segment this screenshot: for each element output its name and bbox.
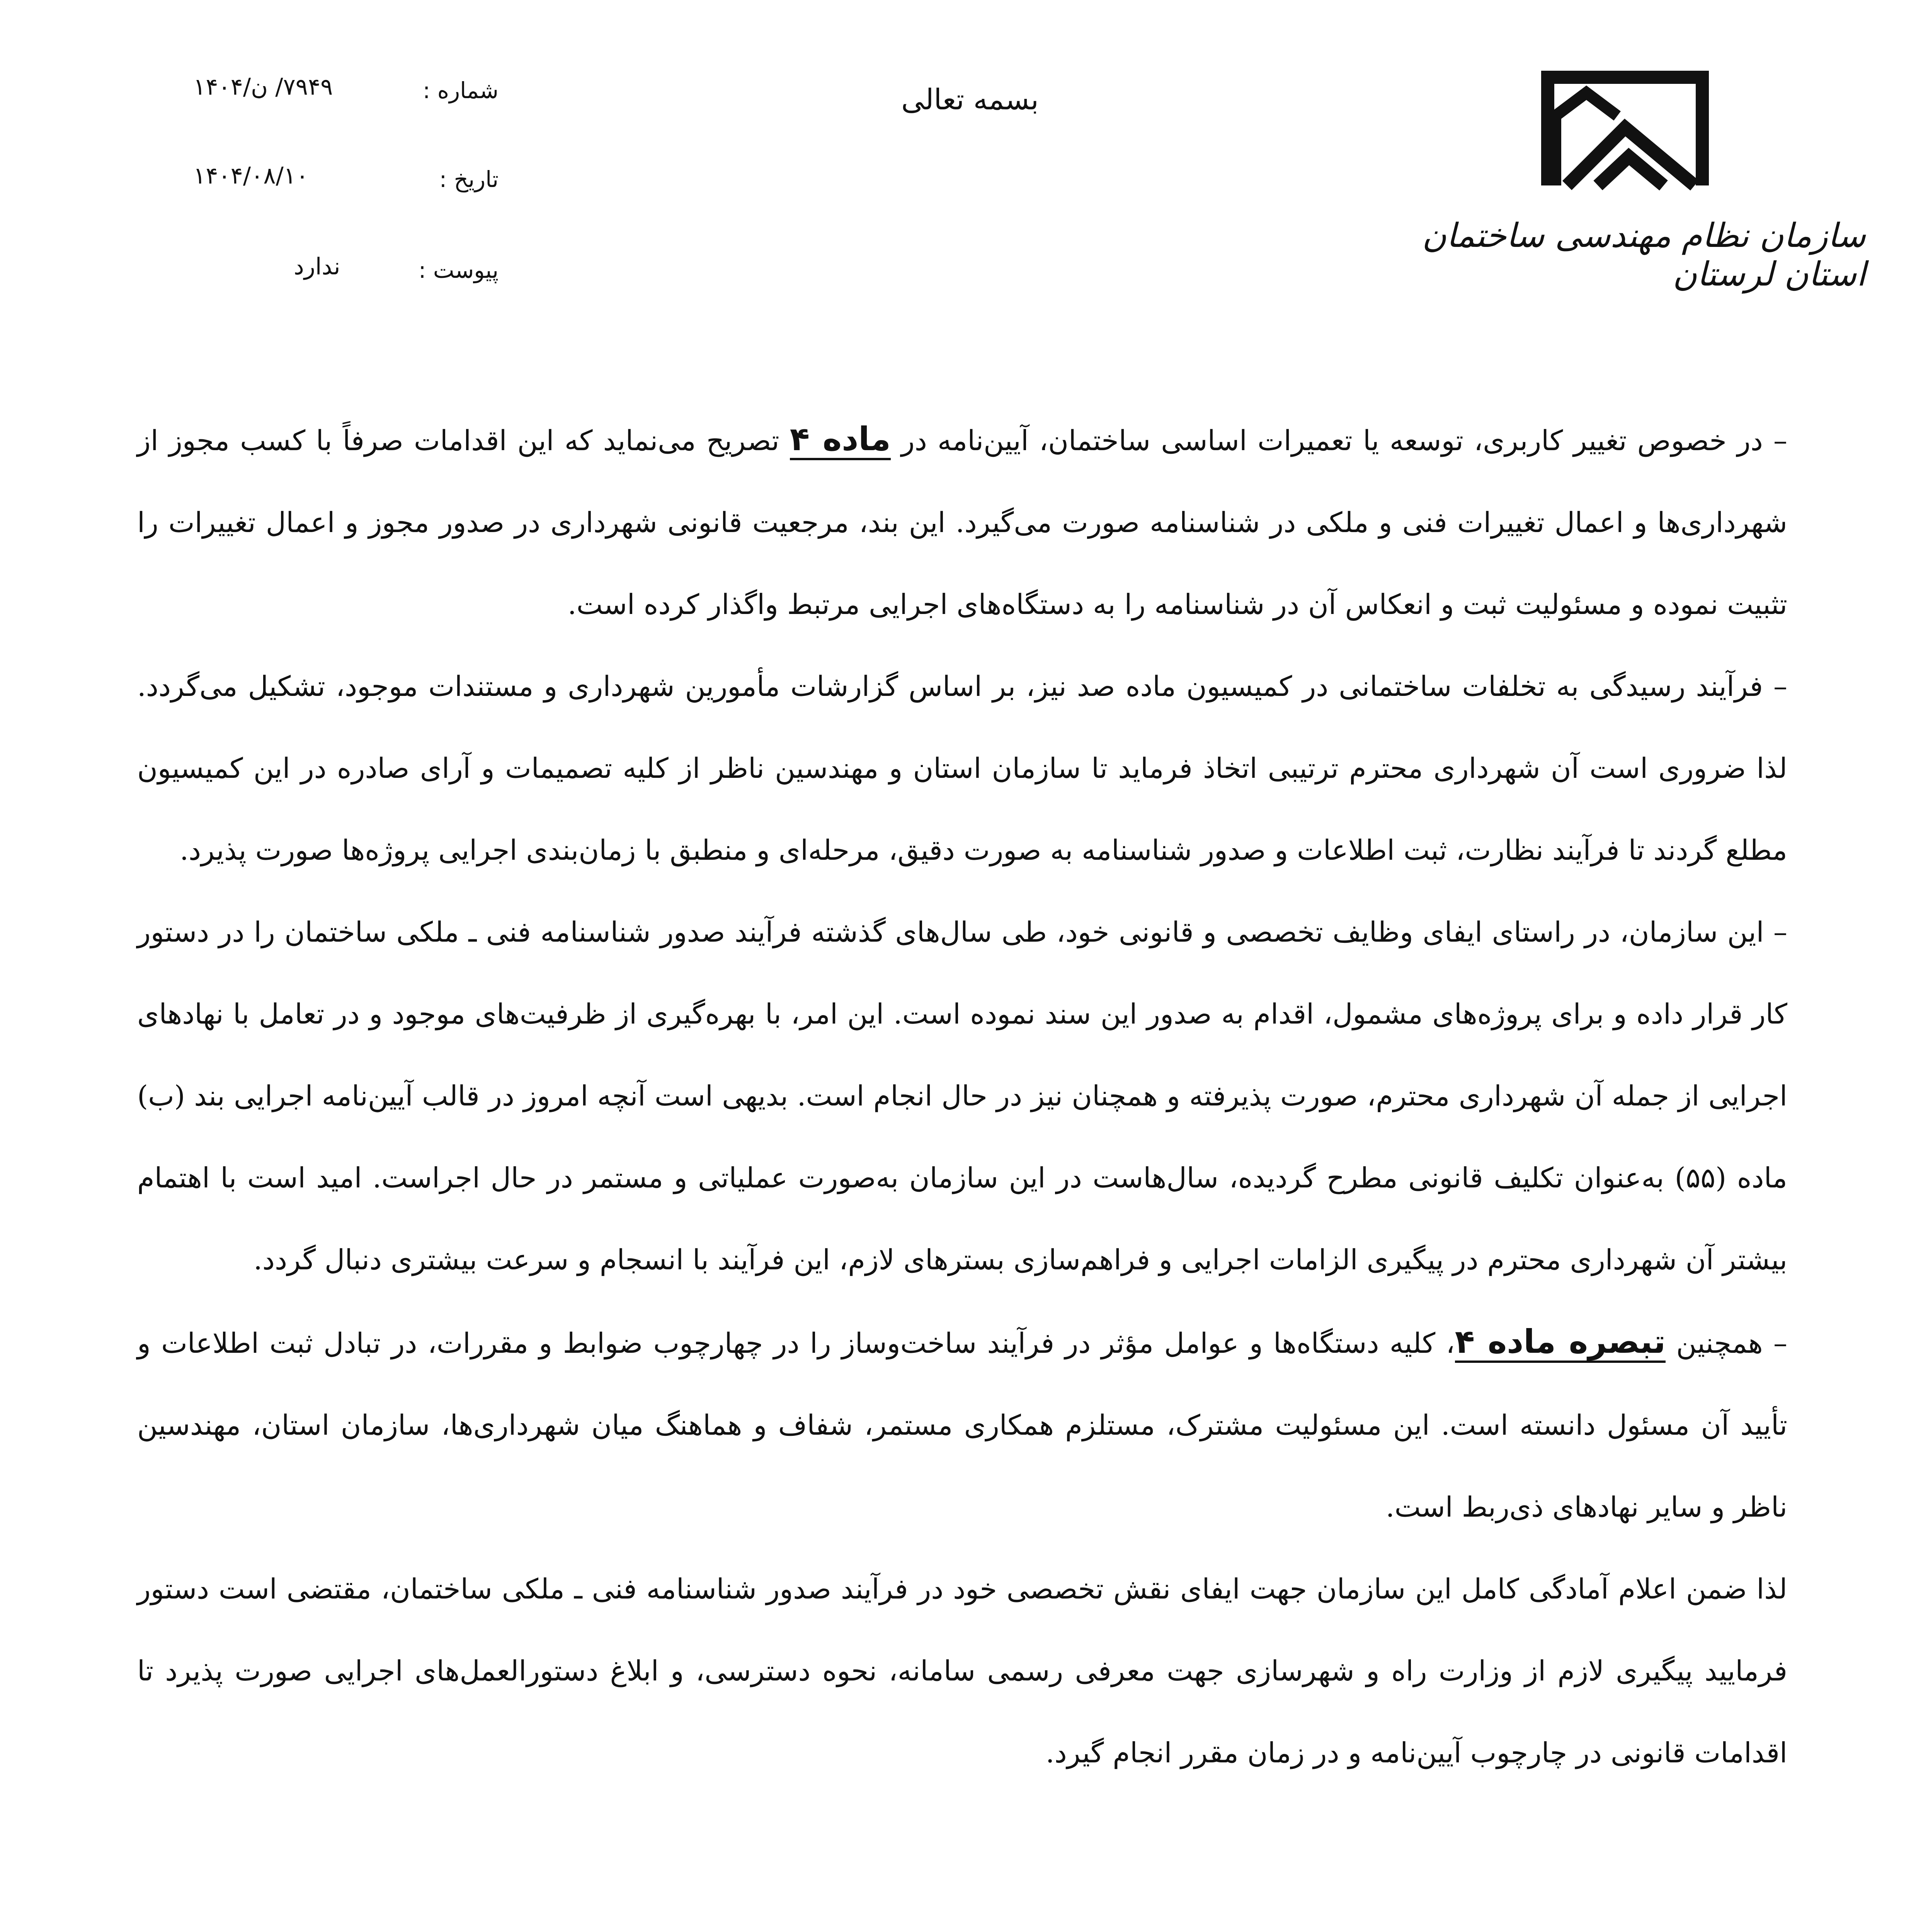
paragraph-conclusion: لذا ضمن اعلام آمادگی کامل این سازمان جهت ایفای نقش تخصصی خود در فرآیند صدور شناسنامه فنی ـ ملکی ساختمان، مقتضی است دستور فرمایید پیگیری لازم از وزارت راه و شهرسازی جهت معرفی رسمی سامانه، نحوه دسترسی، و ابلاغ دستورالعمل‌های اجرایی صورت پذیرد تا اقدامات قانونی در چارچوب آیین‌نامه و در زمان مقرر انجام گیرد. — [137, 1573, 1787, 1769]
date-value: ۱۴۰۴/۰۸/۱۰ — [193, 162, 309, 189]
number-label: شماره : — [422, 77, 499, 104]
organization-logo-icon — [1540, 70, 1710, 193]
basmala: بسمه تعالی — [901, 83, 1039, 116]
paragraph-commission: – فرآیند رسیدگی به تخلفات ساختمانی در کمیسیون ماده صد نیز، بر اساس گزارشات مأمورین شهرداری و مستندات موجود، تشکیل می‌گردد. لذا ضروری است آن شهرداری محترم ترتیبی اتخاذ فرماید تا سازمان استان و مهندسین ناظر از کلیه تصمیمات و آرای صادره در این کمیسیون مطلع گردند تا فرآیند نظارت، ثبت اطلاعات و صدور شناسنامه به صورت دقیق، مرحله‌ای و منطبق با زمان‌بندی اجرایی پروژه‌ها صورت پذیرد. — [137, 670, 1787, 866]
attachment-value: ندارد — [294, 253, 340, 280]
date-label: تاریخ : — [439, 166, 499, 192]
paragraph-article-4: – در خصوص تغییر کاربری، توسعه یا تعمیرات اساسی ساختمان، آیین‌نامه در ماده ۴ تصریح می‌نماید که این اقدامات صرفاً با کسب مجوز از شهرداری‌ها و اعمال تغییرات فنی و ملکی در شناسنامه صورت می‌گیرد. این بند، مرجعیت قانونی شهرداری در صدور مجوز و اعمال تغییرات را تثبیت نموده و مسئولیت ثبت و انعکاس آن در شناسنامه را به دستگاه‌های اجرایی مرتبط واگذار کرده است. — [137, 420, 1788, 621]
organization-name: سازمان نظام مهندسی ساختمان استان لرستان — [1422, 216, 1866, 294]
article-4-highlight: ماده ۴ — [790, 420, 891, 460]
letter-body — [137, 398, 1787, 1794]
note-article-4-highlight: تبصره ماده ۴ — [1455, 1323, 1666, 1363]
paragraph-organization: – این سازمان، در راستای ایفای وظایف تخصصی و قانونی خود، طی سال‌های گذشته فرآیند صدور شناسنامه فنی ـ ملکی ساختمان را در دستور کار قرار داده و برای پروژه‌های مشمول، اقدام به صدور این سند نموده است. این امر، با بهره‌گیری از ظرفیت‌های موجود و در تعامل با نهادهای اجرایی از جمله آن شهرداری محترم، صورت پذیرفته و همچنان نیز در حال انجام است. بدیهی است آنچه امروز در قالب آیین‌نامه اجرایی بند (ب) ماده (۵۵) به‌عنوان تکلیف قانونی مطرح گردیده، سال‌هاست در این سازمان به‌صورت عملیاتی و مستمر در حال اجراست. امید است با اهتمام بیشتر آن شهرداری محترم در پیگیری الزامات اجرایی و فراهم‌سازی بسترهای لازم، این فرآیند با انسجام و سرعت بیشتری دنبال گردد. — [137, 916, 1788, 1276]
number-value: ۷۹۴۹/ ن/۱۴۰۴ — [193, 73, 333, 100]
attachment-label: پیوست : — [418, 257, 499, 283]
paragraph-note-article-4: – همچنین تبصره ماده ۴، کلیه دستگاه‌ها و عوامل مؤثر در فرآیند ساخت‌وساز را در چهارچوب ضوابط و مقررات، در تبادل ثبت اطلاعات و تأیید آن مسئول دانسته است. این مسئولیت مشترک، مستلزم همکاری مستمر، شفاف و هماهنگ میان شهرداری‌ها، سازمان استان، مهندسین ناظر و سایر نهادهای ذی‌ربط است. — [137, 1323, 1787, 1523]
